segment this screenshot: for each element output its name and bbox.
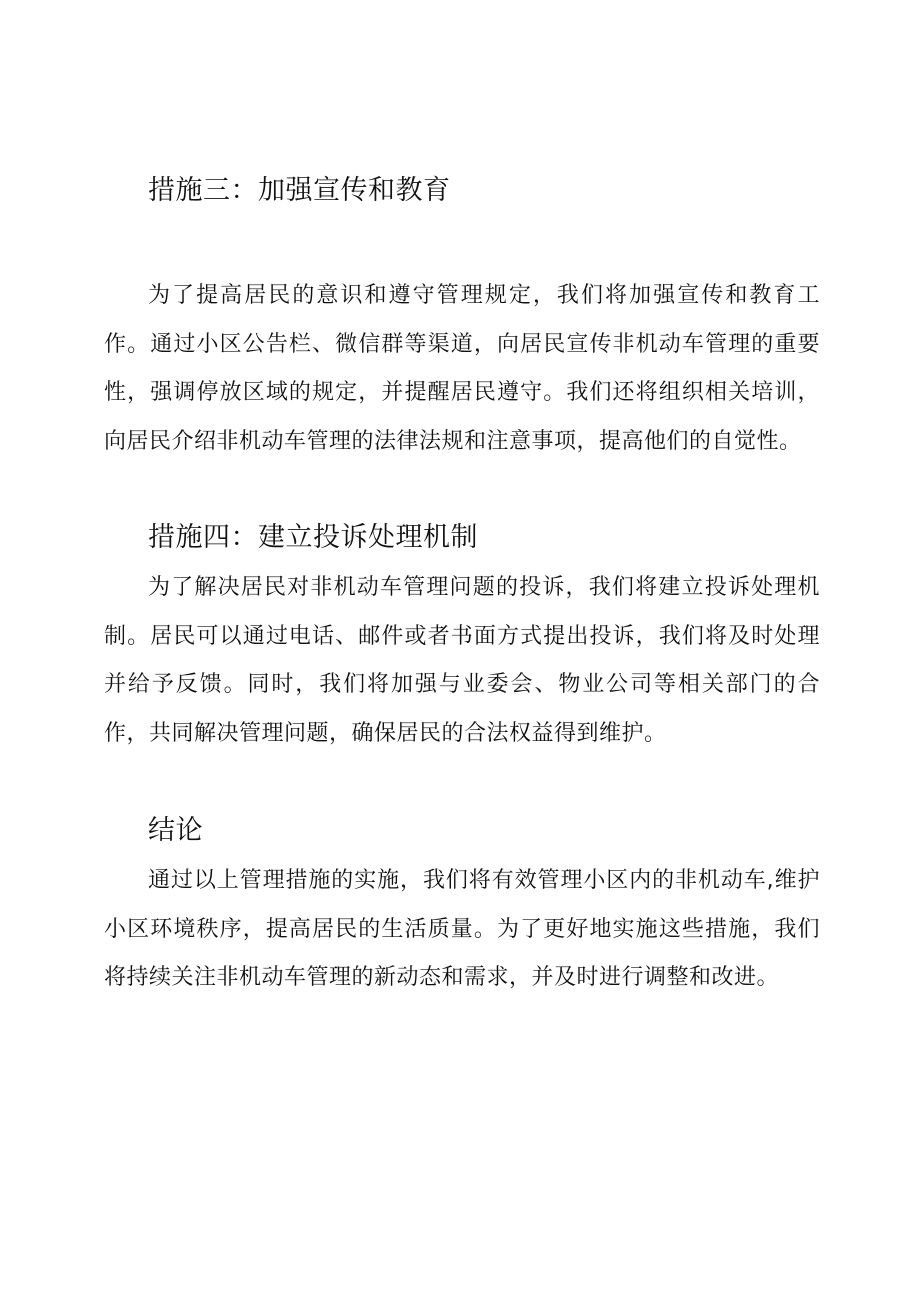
section-body-measure-three: 为了提高居民的意识和遵守管理规定，我们将加强宣传和教育工作。通过小区公告栏、微信群等渠道，向居民宣传非机动车管理的重要性，强调停放区域的规定，并提醒居民遵守。我们还将组织相关培训，向居民介绍非机动车管理的法律法规和注意事项，提高他们的自觉性。 (104, 283, 820, 454)
section-heading-conclusion: 结论 (148, 815, 203, 846)
section-heading-measure-four: 措施四：建立投诉处理机制 (148, 522, 478, 553)
section-body-conclusion: 通过以上管理措施的实施，我们将有效管理小区内的非机动车,维护小区环境秩序，提高居民的生活质量。为了更好地实施这些措施，我们将持续关注非机动车管理的新动态和需求，并及时进行调整和改进。 (104, 868, 820, 990)
section-body-measure-four: 为了解决居民对非机动车管理问题的投诉，我们将建立投诉处理机制。居民可以通过电话、邮件或者书面方式提出投诉，我们将及时处理并给予反馈。同时，我们将加强与业委会、物业公司等相关部门的合作，共同解决管理问题，确保居民的合法权益得到维护。 (104, 575, 820, 746)
section-heading-measure-three: 措施三：加强宣传和教育 (148, 175, 451, 206)
